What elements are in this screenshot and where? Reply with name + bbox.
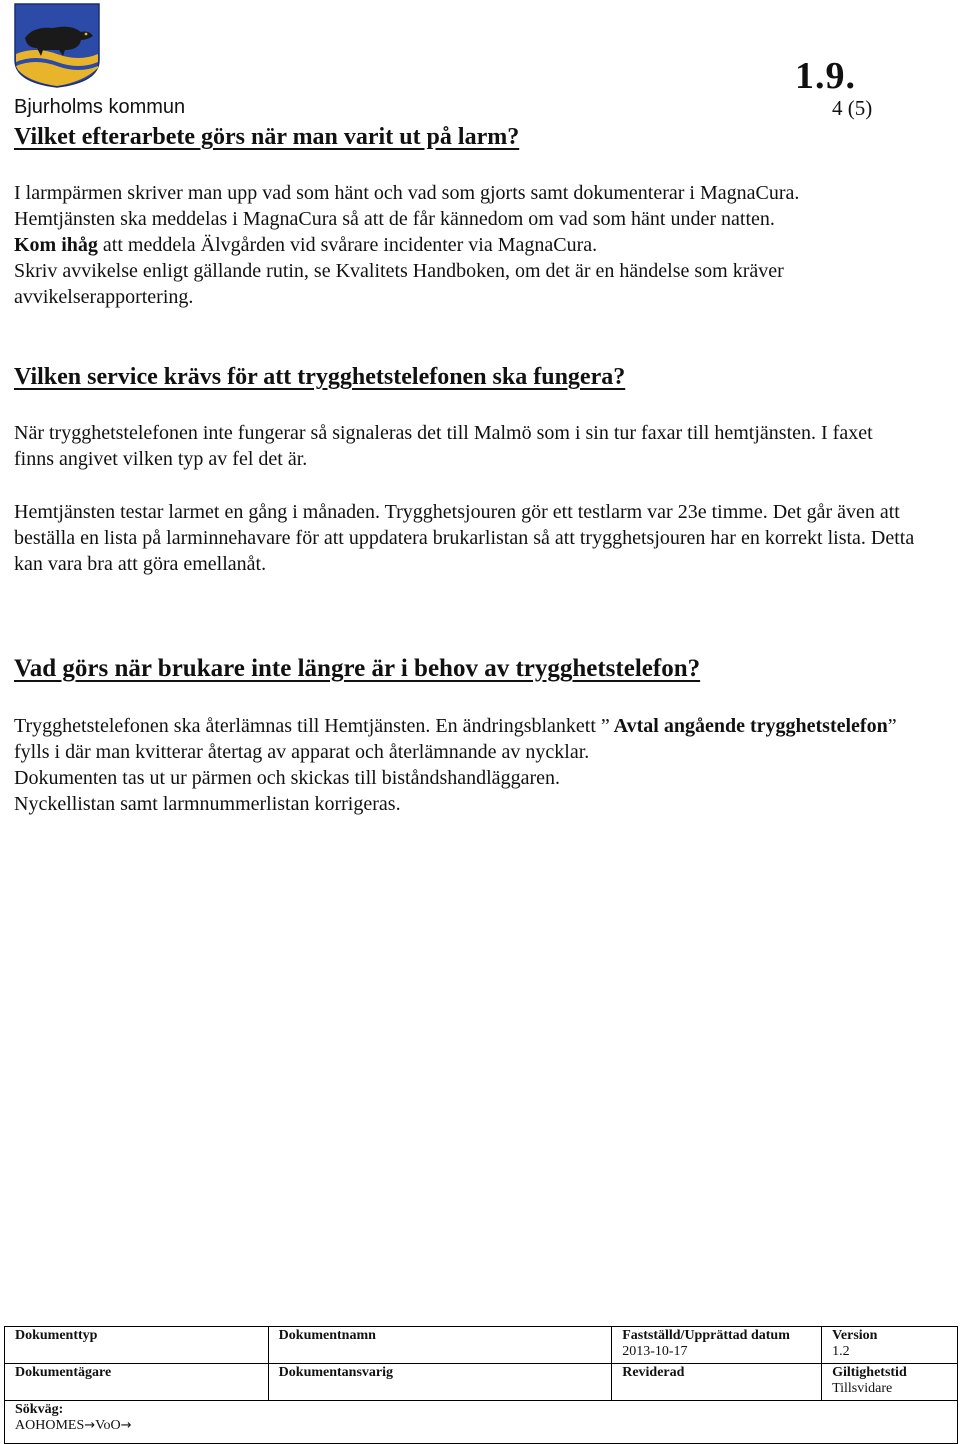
paragraph-text: Dokumenten tas ut ur pärmen och skickas till biståndshandläggaren. bbox=[14, 767, 560, 789]
file-path bbox=[15, 1418, 949, 1434]
paragraph-text: I larmpärmen skriver man upp vad som hänt och vad som gjorts samt dokumenterar i MagnaCura. Hemtjänsten ska meddelas i MagnaCura så att de får kännedom om vad som hänt under natten. bbox=[14, 182, 800, 230]
table-cell bbox=[822, 1327, 958, 1364]
section-heading-followup: Vilket efterarbete görs när man varit ut på larm? bbox=[14, 124, 520, 150]
page-number: 4 (5) bbox=[832, 96, 873, 120]
table-cell bbox=[268, 1364, 612, 1401]
field-label: Fastställd/Upprättad datum bbox=[622, 1328, 790, 1343]
field-label: Dokumentägare bbox=[15, 1365, 112, 1380]
municipal-coat-of-arms-beaver-icon bbox=[13, 2, 101, 88]
paragraph-text: Skriv avvikelse enligt gällande rutin, se Kvalitets Handboken, om det är en händelse som kräver avvikelserapportering. bbox=[14, 260, 784, 308]
section-heading-return: Vad görs när brukare inte längre är i behov av trygghetstelefon? bbox=[14, 655, 701, 682]
field-value: 2013-10-17 bbox=[622, 1344, 688, 1359]
field-label: Version bbox=[832, 1328, 878, 1343]
bold-lead: Kom ihåg bbox=[14, 234, 98, 256]
field-label: Giltighetstid bbox=[832, 1365, 907, 1380]
document-metadata-table bbox=[4, 1326, 958, 1444]
field-label: Dokumenttyp bbox=[15, 1328, 98, 1343]
table-cell bbox=[612, 1364, 822, 1401]
paragraph-text: ” fylls i där man kvitterar återtag av apparat och återlämnande av nycklar. bbox=[14, 715, 897, 763]
field-value: Tillsvidare bbox=[832, 1381, 893, 1396]
paragraph-followup bbox=[14, 180, 904, 310]
field-label: Dokumentansvarig bbox=[278, 1365, 394, 1380]
field-label: Reviderad bbox=[622, 1365, 685, 1380]
field-value: 1.2 bbox=[832, 1344, 850, 1359]
table-cell bbox=[5, 1327, 269, 1364]
field-label: Dokumentnamn bbox=[278, 1328, 376, 1343]
paragraph-return bbox=[14, 713, 924, 817]
table-cell bbox=[5, 1401, 958, 1444]
paragraph-service-2: Hemtjänsten testar larmet en gång i månaden. Trygghetsjouren gör ett testlarm var 23e timme. Det går även att beställa en lista på larminnehavare för att uppdatera brukarlistan så att trygghetsjouren har en korrekt lista. Detta kan vara bra att göra emellanåt. bbox=[14, 501, 915, 575]
arrow-right-icon: → bbox=[120, 1418, 132, 1433]
field-label: Sökväg: bbox=[15, 1402, 64, 1417]
table-row bbox=[5, 1327, 958, 1364]
arrow-right-icon: → bbox=[84, 1418, 96, 1433]
section-heading-service: Vilken service krävs för att trygghetstelefonen ska fungera? bbox=[14, 364, 626, 390]
organization-name: Bjurholms kommun bbox=[14, 96, 186, 118]
table-row bbox=[5, 1401, 958, 1444]
section-number: 1.9. bbox=[795, 55, 856, 97]
paragraph-service-1: När trygghetstelefonen inte fungerar så signaleras det till Malmö som i sin tur faxar till hemtjänsten. I faxet finns angivet vilken typ av fel det är. bbox=[14, 422, 873, 470]
paragraph-text: Trygghetstelefonen ska återlämnas till Hemtjänsten. En ändringsblankett ” bbox=[14, 715, 610, 737]
table-cell bbox=[268, 1327, 612, 1364]
form-name: Avtal angående trygghetstelefon bbox=[609, 715, 888, 737]
paragraph-text: Nyckellistan samt larmnummerlistan korrigeras. bbox=[14, 793, 401, 815]
paragraph-text: att meddela Älvgården vid svårare incidenter via MagnaCura. bbox=[97, 234, 598, 256]
table-cell bbox=[612, 1327, 822, 1364]
path-segment: VoO bbox=[95, 1418, 121, 1433]
table-cell bbox=[5, 1364, 269, 1401]
table-cell bbox=[822, 1364, 958, 1401]
path-segment: AOHOMES bbox=[15, 1418, 85, 1433]
table-row bbox=[5, 1364, 958, 1401]
